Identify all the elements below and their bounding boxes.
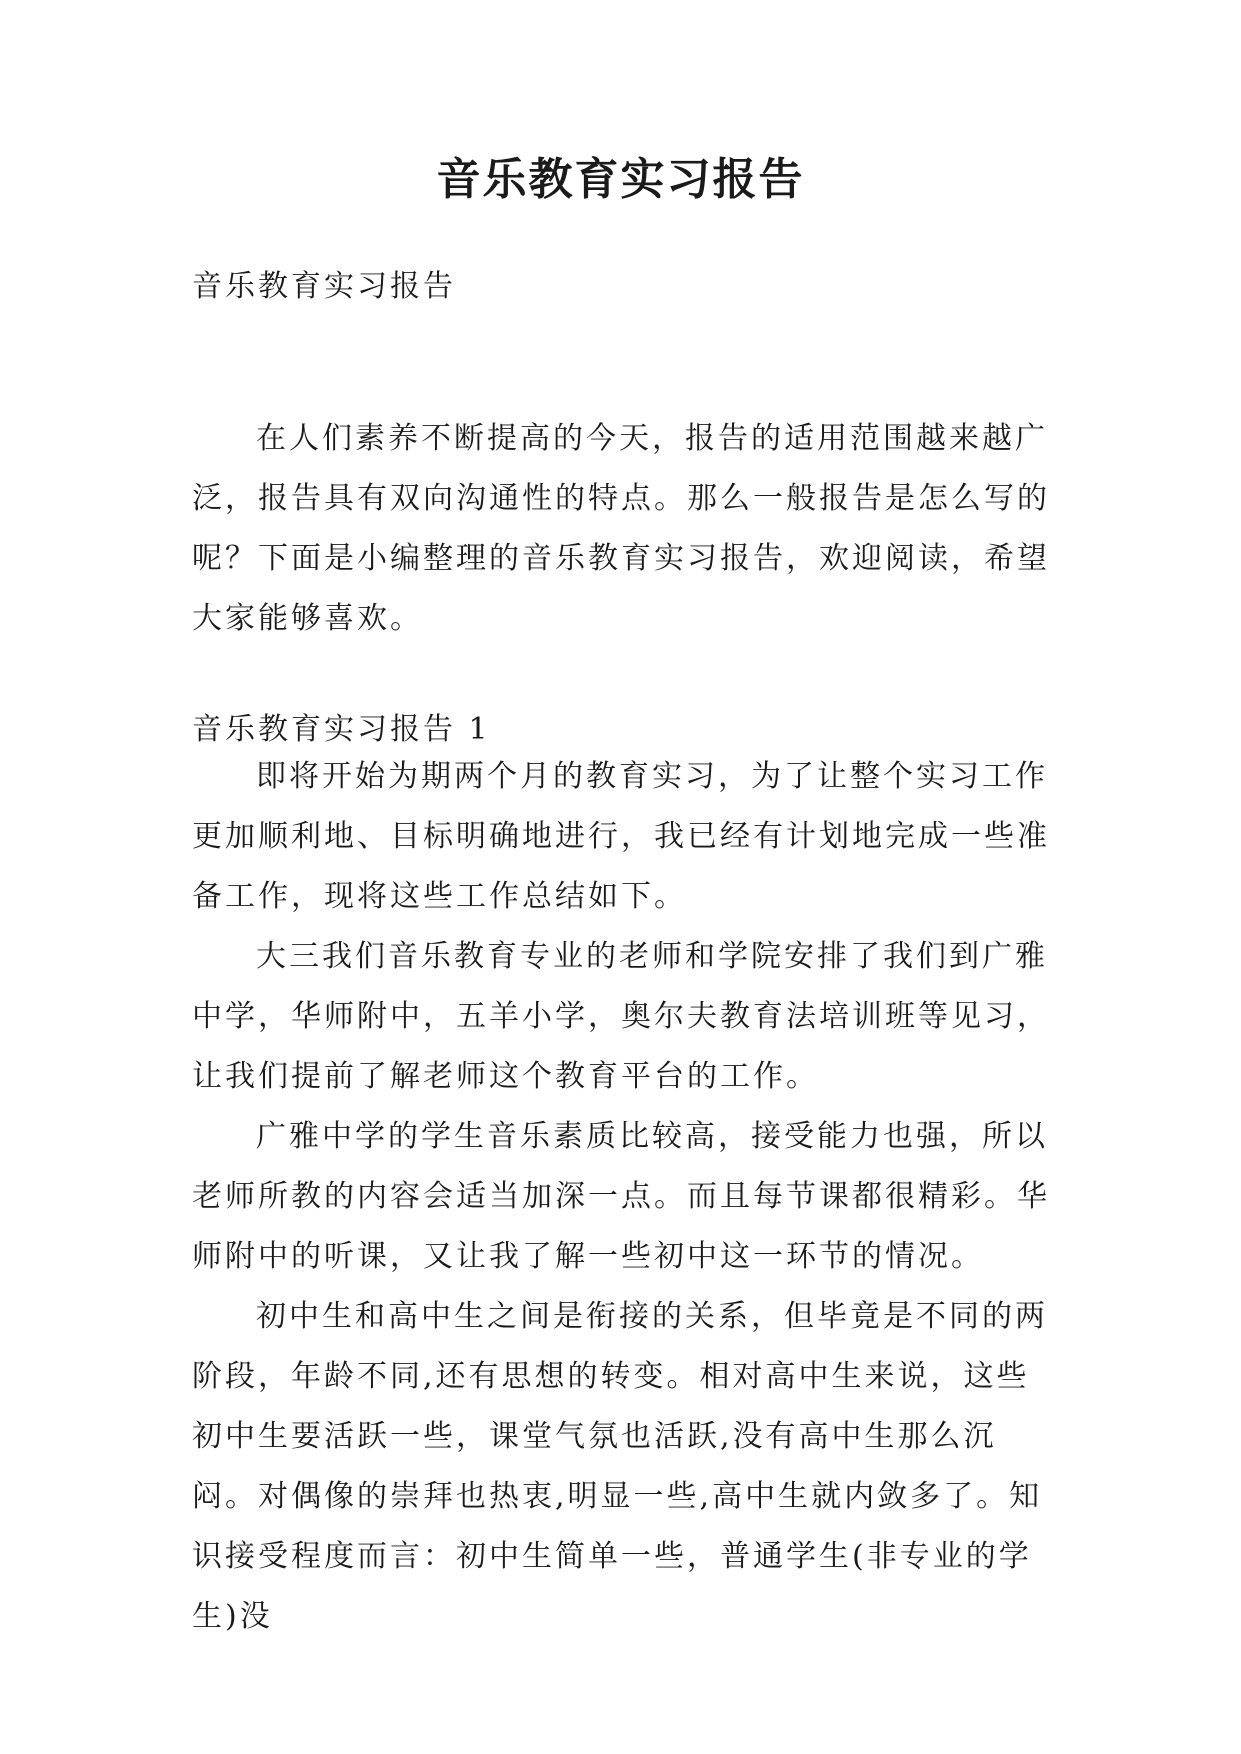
intro-paragraph: 在人们素养不断提高的今天，报告的适用范围越来越广泛，报告具有双向沟通性的特点。那么一般报告是怎么写的呢？下面是小编整理的音乐教育实习报告，欢迎阅读，希望大家能够喜欢。	[192, 421, 1050, 636]
section-paragraph-2: 大三我们音乐教育专业的老师和学院安排了我们到广雅中学，华师附中，五羊小学，奥尔夫教育法培训班等见习，让我们提前了解老师这个教育平台的工作。	[192, 939, 1050, 1094]
section-paragraph-1: 即将开始为期两个月的教育实习，为了让整个实习工作更加顺利地、目标明确地进行，我已经有计划地完成一些准备工作，现将这些工作总结如下。	[192, 759, 1050, 914]
section-heading: 音乐教育实习报告 1	[192, 712, 491, 747]
section-paragraph-4: 初中生和高中生之间是衔接的关系，但毕竟是不同的两阶段，年龄不同,还有思想的转变。相对高中生来说，这些初中生要活跃一些，课堂气氛也活跃,没有高中生那么沉闷。对偶像的崇拜也热衷,明显一些,高中生就内敛多了。知识接受程度而言：初中生简单一些，普通学生(非专业的学生)没	[192, 1299, 1048, 1634]
document-title: 音乐教育实习报告	[436, 154, 805, 205]
document-subtitle: 音乐教育实习报告	[192, 269, 456, 304]
section-paragraph-3: 广雅中学的学生音乐素质比较高，接受能力也强，所以老师所教的内容会适当加深一点。而且每节课都很精彩。华师附中的听课，又让我了解一些初中这一环节的情况。	[192, 1119, 1050, 1274]
